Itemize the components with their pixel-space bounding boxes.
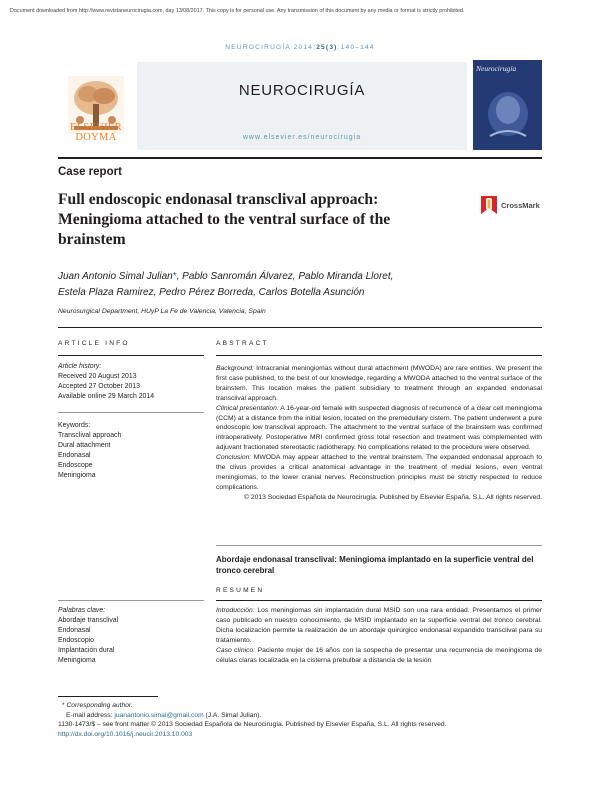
case-text: Paciente mujer de 16 años con la sospecha de presentar una recurrencia de meningioma de células claras localizada en la cisterna prebulbar a distancia de la lesión <box>216 646 542 664</box>
history-rule <box>58 412 204 413</box>
article-history <box>58 362 204 402</box>
background-label: Background: <box>216 365 254 372</box>
journal-url[interactable]: www.elsevier.es/neurocirugia <box>242 134 362 141</box>
crossmark-label: CrossMark <box>501 201 540 210</box>
article-info-heading: ARTICLE INFO <box>58 340 130 347</box>
doi-link[interactable]: http://dx.doi.org/10.1016/j.neucir.2013.10.003 <box>58 730 193 738</box>
journal-title: NEUROCIRUGÍA <box>238 82 366 99</box>
affiliation: Neurosurgical Department, HUyP La Fe de Valencia, Valencia, Spain <box>58 308 266 315</box>
keyword-item: Transclival approach <box>58 431 122 439</box>
journal-ref-pages: :140–144 <box>337 44 375 51</box>
footnote-star: * <box>62 702 65 709</box>
authors-line1-rest: , Pablo Sanromán Álvarez, Pablo Miranda Lloret, <box>176 271 394 282</box>
footnote-rule <box>58 696 158 697</box>
palabra-item: Implantación dural <box>58 646 115 654</box>
clinical-label: Clinical presentation: <box>216 404 279 412</box>
keywords <box>58 421 204 480</box>
palabras-rule <box>58 600 204 601</box>
download-notice: Document downloaded from http://www.revistaneurocirugia.com, day 13/08/2017. This copy is for personal use. Any transmission of this document by any media or format is strictly prohibited. <box>10 8 465 14</box>
author-list <box>58 269 538 301</box>
author-first: Juan Antonio Simal Julian <box>58 271 173 282</box>
email-link[interactable]: juanantonio.simal@gmail.com <box>114 711 204 719</box>
email-label: E-mail address: <box>66 711 113 719</box>
journal-reference <box>0 44 600 51</box>
abstract-end-rule <box>216 545 542 546</box>
history-accepted: Accepted 27 October 2013 <box>58 382 140 390</box>
email-suffix: (J.A. Simal Julian). <box>205 711 262 719</box>
abstract-rule <box>216 355 542 356</box>
conclusion-label: Conclusion: <box>216 454 252 462</box>
history-online: Available online 29 March 2014 <box>58 392 155 400</box>
article-title: Full endoscopic endonasal transclival approach: Meningioma attached to the ventral surface of the brainstem <box>58 191 391 248</box>
history-received: Received 20 August 2013 <box>58 372 137 380</box>
abstract-copyright: © 2013 Sociedad Española de Neurocirugía. Published by Elsevier España, S.L. All rights reserved. <box>243 493 542 501</box>
intro-text: Los meningiomas sin implantación dural MSID son una rara entidad. Presentamos el primer caso publicado en nuestro conocimiento, de MSID implantado en la superficie ventral del tronco cerebral. Dicha localización permite la realización de un abordaje quirúrgico endonasal expandido transclival para su tratamiento. <box>216 607 542 644</box>
affiliation-rule <box>58 327 542 328</box>
background-text: Intracranial meningiomas without dural attachment (MWODA) are rare entities. We present the first case published, to the best of our knowledge, regarding a MWODA attached to the ventral surface of the brainstem. This location makes the patient subsidiary to treatment through an expanded endonasal transclival approach. <box>216 365 542 402</box>
palabra-item: Meningioma <box>58 656 96 664</box>
journal-ref-volume: 25(3) <box>316 44 338 51</box>
palabra-item: Abordaje transclival <box>58 616 119 624</box>
resumen-body <box>216 606 542 665</box>
keyword-item: Endonasal <box>58 451 91 459</box>
keyword-item: Dural attachment <box>58 441 111 449</box>
publisher-name <box>56 123 136 143</box>
cover-title: Neurocirugía <box>476 64 517 73</box>
footnotes <box>58 701 542 739</box>
spanish-title: Abordaje endonasal transclival: Meningioma implantado en la superficie ventral del tronco cerebral <box>216 555 534 575</box>
resumen-rule <box>216 600 542 601</box>
journal-ref-name: NEUROCIRUGÍA <box>225 44 291 51</box>
conclusion-text: MWODA may appear attached to the ventral brainstem. The expanded endonasal approach to the clivus provides a critical anatomical advantage in the treatment of medial lesions, even ventral meningiomas, to the lower cranial nerves. Reconstruction principles must be strictly respected to reduce complications. <box>216 454 542 491</box>
palabra-item: Endonasal <box>58 626 91 634</box>
article-type: Case report <box>58 166 122 178</box>
palabras-clave <box>58 606 204 665</box>
keyword-item: Meningioma <box>58 471 96 479</box>
keyword-item: Endoscope <box>58 461 93 469</box>
crossmark-icon <box>479 194 499 218</box>
cover-illustration <box>480 80 536 144</box>
authors-line2: Estela Plaza Ramirez, Pedro Pérez Borreda, Carlos Botella Asunción <box>58 287 365 298</box>
intro-label: Introducción: <box>216 607 255 614</box>
palabras-label: Palabras clave: <box>58 607 106 614</box>
journal-ref-year: 2014; <box>293 44 317 51</box>
abstract-body <box>216 364 542 503</box>
corresponding-marker[interactable]: * <box>172 271 177 282</box>
publisher-line2: DOYMA <box>75 132 117 143</box>
header-rule <box>58 157 542 159</box>
publisher-line1: ELSEVIER <box>70 122 122 133</box>
clinical-text: A 16-year-old female with suspected diagnosis of recurrence of a clear cell meningioma (CCM) at a distance from the initial lesion, located on the premedullary cistern. The patient underwent a pure endoscopic low transclival approach. The attachment to the ventral surface of the brainstem was confirmed intraoperatively. Postoperative MRI confirmed gross total resection and treatment was complemented with adjuvant fractionated stereotactic radiotherapy. No complications related to the procedure were observed. <box>216 404 542 452</box>
corresponding-author-note: Corresponding author. <box>66 702 133 709</box>
issn-line: 1130-1473/$ – see front matter © 2013 Sociedad Española de Neurocirugía. Published by Elsevier España, S.L. All rights reserved. <box>58 721 447 729</box>
abstract-heading: ABSTRACT <box>216 340 269 347</box>
history-label: Article history: <box>58 363 102 370</box>
palabra-item: Endoscopio <box>58 636 95 644</box>
keywords-label: Keywords: <box>58 422 91 429</box>
case-label: Caso clínico: <box>216 646 256 654</box>
resumen-heading: RESUMEN <box>216 587 265 594</box>
article-info-rule <box>58 355 204 356</box>
